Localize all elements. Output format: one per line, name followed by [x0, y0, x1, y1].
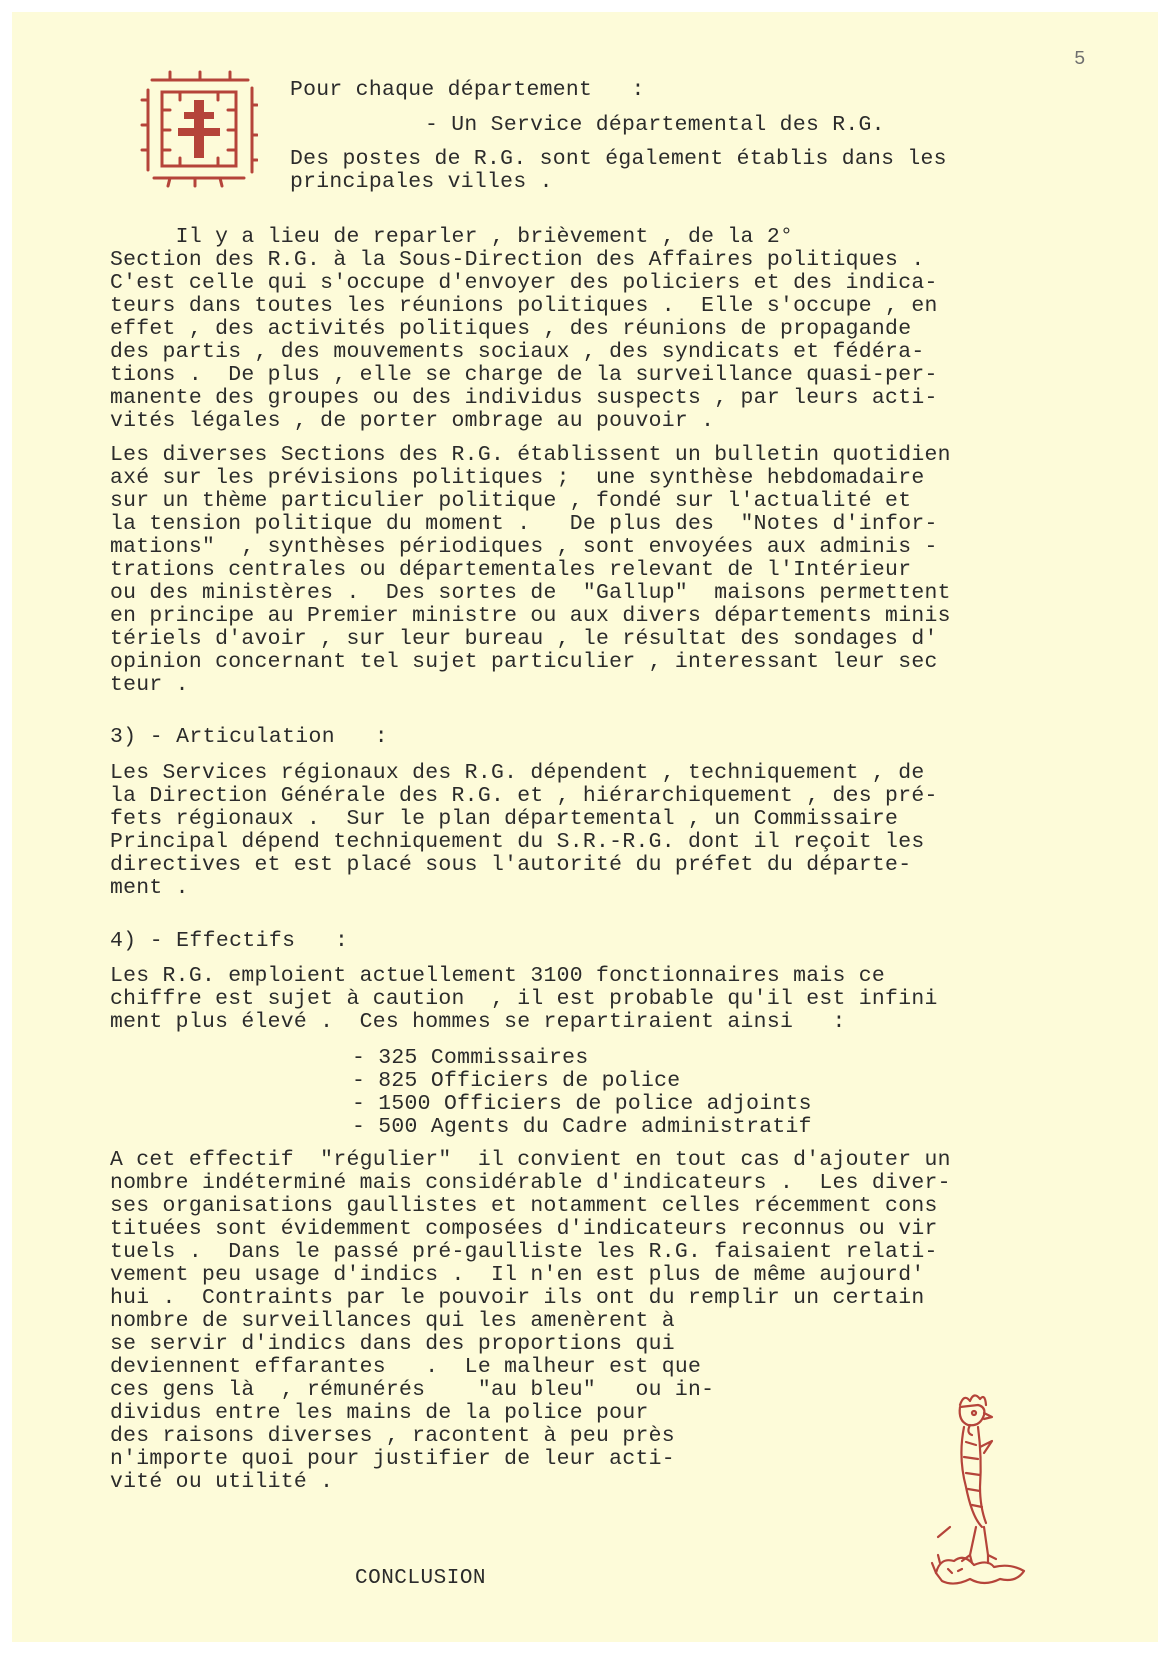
text-line: la tension politique du moment . De plus des "Notes d'infor-	[110, 512, 938, 536]
text-line: A cet effectif "régulier" il convient en tout cas d'ajouter un	[110, 1148, 951, 1172]
conclusion-heading: CONCLUSION	[355, 1567, 487, 1590]
text-line: des raisons diverses , racontent à peu près	[110, 1424, 675, 1448]
text-line: fets régionaux . Sur le plan départemental , un Commissaire	[110, 807, 899, 831]
text-line: la Direction Générale des R.G. et , hiérarchiquement , des pré-	[110, 784, 938, 808]
header-line: - Un Service départemental des R.G.	[425, 113, 885, 137]
header-line: principales villes .	[290, 170, 553, 194]
text-line: Les Services régionaux des R.G. dépendent , techniquement , de	[110, 761, 925, 785]
header-line: Pour chaque département :	[290, 78, 645, 102]
staff-list-item: - 500 Agents du Cadre administratif	[352, 1115, 812, 1139]
text-line: tituées sont évidemment composées d'indicateurs reconnus ou vir	[110, 1217, 938, 1241]
text-line: deviennent effarantes . Le malheur est que	[110, 1355, 702, 1379]
text-line: tuels . Dans le passé pré-gaulliste les R.G. faisaient relati-	[110, 1240, 938, 1264]
text-line: tériels d'avoir , sur leur bureau , le résultat des sondages d'	[110, 627, 938, 651]
text-line: ment .	[110, 876, 189, 900]
text-line: ment plus élevé . Ces hommes se repartiraient ainsi :	[110, 1010, 846, 1034]
text-line: en principe au Premier ministre ou aux divers départements minis	[110, 604, 951, 628]
text-line: teur .	[110, 673, 189, 697]
section-heading: 4) - Effectifs :	[110, 929, 349, 953]
text-line: Il y a lieu de reparler , brièvement , de la 2°	[110, 225, 794, 249]
text-line: Section des R.G. à la Sous-Direction des Affaires politiques .	[110, 248, 925, 272]
text-line: vités légales , de porter ombrage au pouvoir .	[110, 409, 715, 433]
text-line: teurs dans toutes les réunions politiques . Elle s'occupe , en	[110, 294, 938, 318]
text-line: trations centrales ou départementales relevant de l'Intérieur	[110, 558, 912, 582]
text-line: ou des ministères . Des sortes de "Gallup" maisons permettent	[110, 581, 951, 605]
text-line: directives et est placé sous l'autorité du préfet du départe-	[110, 853, 912, 877]
text-line: chiffre est sujet à caution , il est probable qu'il est infini	[110, 987, 938, 1011]
text-line: sur un thème particulier politique , fondé sur l'actualité et	[110, 489, 912, 513]
text-line: n'importe quoi pour justifier de leur acti-	[110, 1447, 675, 1471]
text-line: manente des groupes ou des individus suspects , par leurs acti-	[110, 386, 938, 410]
text-line: Les R.G. emploient actuellement 3100 fonctionnaires mais ce	[110, 964, 886, 988]
staff-list-item: - 1500 Officiers de police adjoints	[352, 1092, 812, 1116]
section-heading: 3) - Articulation :	[110, 725, 388, 749]
document-page	[12, 12, 1158, 1642]
text-line: nombre indéterminé mais considérable d'indicateurs . Les diver-	[110, 1171, 951, 1195]
text-line: mations" , synthèses périodiques , sont envoyées aux adminis -	[110, 535, 938, 559]
text-line: Les diverses Sections des R.G. établissent un bulletin quotidien	[110, 443, 951, 467]
text-line: C'est celle qui s'occupe d'envoyer des policiers et des indica-	[110, 271, 938, 295]
text-line: ces gens là , rémunérés "au bleu" ou in-	[110, 1378, 715, 1402]
text-line: dividus entre les mains de la police pour	[110, 1401, 649, 1425]
staff-list-item: - 825 Officiers de police	[352, 1069, 681, 1093]
cross-of-lorraine-stamp-icon	[140, 70, 258, 188]
page-number: 5	[1074, 48, 1086, 70]
staff-list-item: - 325 Commissaires	[352, 1046, 589, 1070]
text-line: se servir d'indics dans des proportions qui	[110, 1332, 675, 1356]
text-line: Principal dépend techniquement du S.R.-R.G. dont il reçoit les	[110, 830, 925, 854]
header-line: Des postes de R.G. sont également établis dans les	[290, 147, 947, 171]
text-line: ses organisations gaullistes et notamment celles récemment cons	[110, 1194, 938, 1218]
rooster-drawing-icon	[930, 1387, 1030, 1597]
text-line: opinion concernant tel sujet particulier , interessant leur sec	[110, 650, 938, 674]
text-line: hui . Contraints par le pouvoir ils ont du remplir un certain	[110, 1286, 925, 1310]
text-line: nombre de surveillances qui les amenèrent à	[110, 1309, 675, 1333]
text-line: vement peu usage d'indics . Il n'en est plus de même aujourd'	[110, 1263, 925, 1287]
text-line: axé sur les prévisions politiques ; une synthèse hebdomadaire	[110, 466, 925, 490]
text-line: effet , des activités politiques , des réunions de propagande	[110, 317, 912, 341]
text-line: vité ou utilité .	[110, 1470, 334, 1494]
text-line: des partis , des mouvements sociaux , des syndicats et fédéra-	[110, 340, 925, 364]
text-line: tions . De plus , elle se charge de la surveillance quasi-per-	[110, 363, 938, 387]
